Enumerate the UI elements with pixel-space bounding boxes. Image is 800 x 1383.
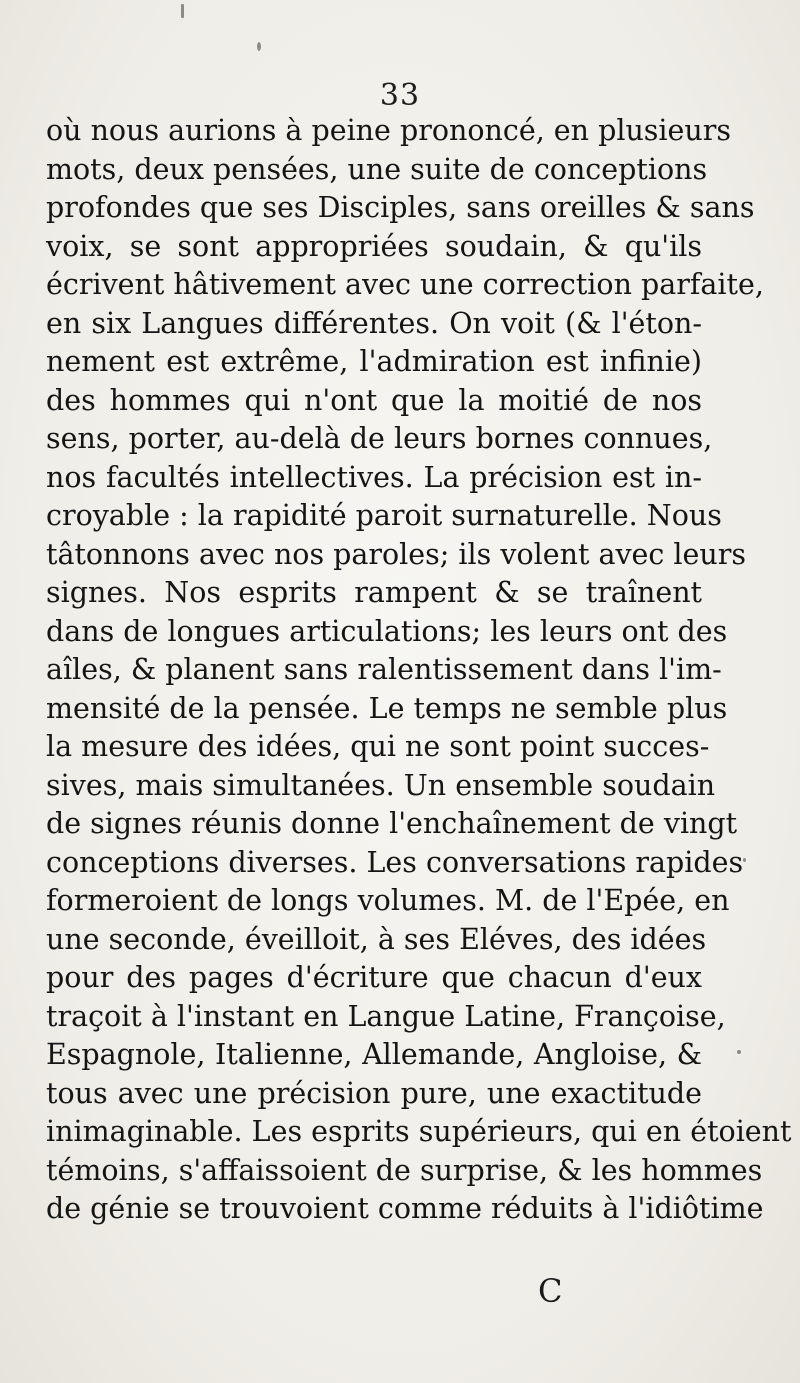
text-line: mensité de la pensée. Le temps ne semble plus (46, 691, 728, 725)
ink-speck (737, 1050, 741, 1054)
ink-speck (181, 4, 184, 18)
text-line: la mesure des idées, qui ne sont point succes- (46, 730, 710, 763)
text-line: dans de longues articulations; les leurs ont des (46, 614, 728, 648)
text-line: formeroient de longs volumes. M. de l'Epée, en (46, 884, 730, 917)
text-line: une seconde, éveilloit, à ses Eléves, des idées (46, 922, 707, 956)
text-line: où nous aurions à peine prononcé, en plusieurs (46, 114, 732, 147)
text-line: de signes réunis donne l'enchaînement de vingt (46, 807, 738, 840)
text-line: profondes que ses Disciples, sans oreilles & sans (46, 191, 755, 224)
text-line: en six Langues différentes. On voit (& l'éton- (46, 306, 702, 340)
ink-speck (743, 858, 746, 862)
text-line: pour des pages d'écriture que chacun d'eux (46, 961, 702, 994)
text-line: écrivent hâtivement avec une correction parfaite, (46, 268, 764, 301)
text-line: nos facultés intellectives. La précision est in- (46, 460, 702, 494)
signature-mark: C (538, 1272, 563, 1310)
text-line: mots, deux pensées, une suite de conceptions (46, 152, 708, 186)
text-line: voix, se sont appropriées soudain, & qu'ils (46, 229, 702, 263)
text-line: tâtonnons avec nos paroles; ils volent avec leurs (46, 537, 747, 571)
body-text (46, 112, 792, 1229)
text-line: traçoit à l'instant en Langue Latine, Françoise, (46, 999, 726, 1033)
text-line: conceptions diverses. Les conversations rapides (46, 845, 744, 879)
text-line: Espagnole, Italienne, Allemande, Angloise, & (46, 1038, 702, 1071)
text-line: sens, porter, au-delà de leurs bornes connues, (46, 422, 713, 455)
text-line: inimaginable. Les esprits supérieurs, qui en étoient (46, 1115, 792, 1148)
text-line: nement est extrême, l'admiration est infinie) (46, 345, 702, 378)
text-line: tous avec une précision pure, une exactitude (46, 1076, 702, 1110)
page-number: 33 (379, 78, 421, 113)
text-line: des hommes qui n'ont que la moitié de nos (46, 383, 702, 417)
ink-speck (257, 42, 261, 51)
text-line: témoins, s'affaissoient de surprise, & les hommes (46, 1153, 763, 1187)
text-line: croyable : la rapidité paroit surnaturelle. Nous (46, 499, 722, 532)
text-line: de génie se trouvoient comme réduits à l'idiôtime (46, 1192, 764, 1225)
text-line: signes. Nos esprits rampent & se traînent (46, 576, 702, 609)
text-line: aîles, & planent sans ralentissement dans l'im- (46, 653, 722, 686)
text-line: sives, mais simultanées. Un ensemble soudain (46, 768, 716, 802)
